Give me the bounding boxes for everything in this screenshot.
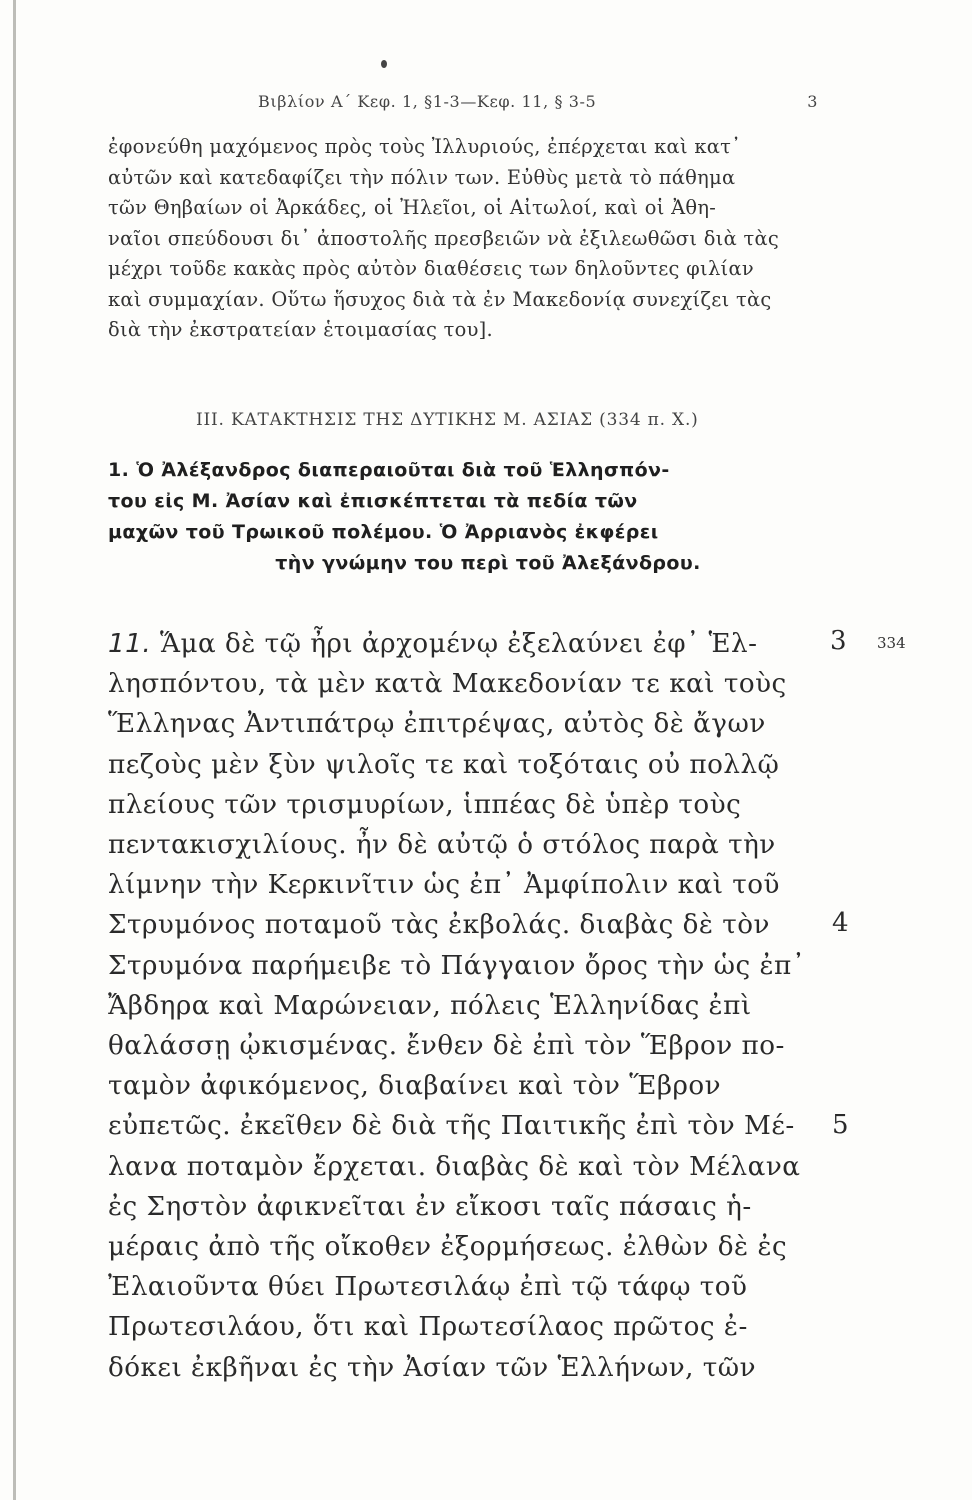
section-number-5: 5 [832,1110,849,1140]
running-header [258,92,818,118]
summary-line: τὴν γνώμην του περὶ τοῦ Ἀλεξάνδρου. [275,552,701,574]
main-line: λανα ποταμὸν ἔρχεται. διαβὰς δὲ καὶ τὸν Μέλανα [108,1151,801,1182]
main-line: Ἄβδηρα καὶ Μαρώνειαν, πόλεις Ἑλληνίδας ἐπὶ [108,990,752,1021]
intro-line: τῶν Θηβαίων οἱ Ἀρκάδες, οἱ Ἠλεῖοι, οἱ Αἰτωλοί, καὶ οἱ Ἀθη- [108,196,717,219]
page-number: 3 [807,92,818,111]
summary-line: του εἰς Μ. Ἀσίαν καὶ ἐπισκέπτεται τὰ πεδία τῶν [108,490,638,512]
intro-line: διὰ τὴν ἐκστρατείαν ἑτοιμασίας του]. [108,318,494,341]
main-first-line [108,624,823,664]
main-line: Στρυμόνος ποταμοῦ τὰς ἐκβολάς. διαβὰς δὲ τὸν [108,910,770,941]
main-line: λίμνην τὴν Κερκινῖτιν ὡς ἐπ᾽ Ἀμφίπολιν καὶ τοῦ [108,870,780,901]
main-line: πεζοὺς μὲν ξὺν ψιλοῖς τε καὶ τοξόταις οὐ πολλῷ [108,749,780,780]
main-line: Ἐλαιοῦντα θύει Πρωτεσιλάῳ ἐπὶ τῷ τάφῳ τοῦ [108,1272,748,1303]
intro-line: καὶ συμμαχίαν. Οὕτω ἥσυχος διὰ τὰ ἐν Μακεδονίᾳ συνεχίζει τὰς [108,287,772,311]
main-line: ἐς Σηστὸν ἀφικνεῖται ἐν εἴκοσι ταῖς πάσαις ἡ- [108,1191,752,1222]
main-line: λησπόντου, τὰ μὲν κατὰ Μακεδονίαν τε καὶ τοὺς [108,669,787,700]
year-margin-note: 334 [877,634,906,652]
intro-line: ναῖοι σπεύδουσι δι᾽ ἀποστολῆς πρεσβειῶν νὰ ἐξιλεωθῶσι διὰ τὰς [108,226,780,250]
main-line: πλείους τῶν τρισμυρίων, ἱππέας δὲ ὑπὲρ τοὺς [108,789,742,820]
section-number-4: 4 [832,908,849,938]
intro-line: ἐφονεύθη μαχόμενος πρὸς τοὺς Ἰλλυριούς, ἐπέρχεται καὶ κατ᾽ [108,135,742,158]
ink-dot [381,60,387,68]
intro-line: αὐτῶν καὶ κατεδαφίζει τὴν πόλιν των. Εὐθὺς μετὰ τὸ πάθημα [108,165,736,189]
main-line: Στρυμόνα παρήμειβε τὸ Πάγγαιον ὄρος τὴν ὡς ἐπ᾽ [108,950,806,981]
section-heading: ΙΙΙ. ΚΑΤΑΚΤΗΣΙΣ ΤΗΣ ΔΥΤΙΚΗΣ Μ. ΑΣΙΑΣ (334 π. Χ.) [196,410,699,430]
main-line: ταμὸν ἀφικόμενος, διαβαίνει καὶ τὸν Ἕβρον [108,1071,722,1102]
main-line: πεντακισχιλίους. ἦν δὲ αὐτῷ ὁ στόλος παρὰ τὴν [108,830,776,861]
main-line: Πρωτεσιλάου, ὅτι καὶ Πρωτεσίλαος πρῶτος ἐ- [108,1312,748,1343]
page-edge-rule [13,0,16,1500]
running-title: Βιβλίον Α΄ Κεφ. 1, §1-3—Κεφ. 11, § 3-5 [258,92,597,111]
section-number-3: 3 [830,626,847,656]
intro-line: μέχρι τοῦδε κακὰς πρὸς αὐτὸν διαθέσεις των δηλοῦντες φιλίαν [108,257,754,280]
main-line: μέραις ἀπὸ τῆς οἴκοθεν ἐξορμήσεως. ἐλθὼν δὲ ἐς [108,1232,788,1263]
chapter-number: 11. [108,629,152,659]
main-text [108,624,823,1388]
main-line: εὐπετῶς. ἐκεῖθεν δὲ διὰ τῆς Παιτικῆς ἐπὶ τὸν Μέ- [108,1111,795,1142]
intro-paragraph [108,132,868,346]
main-line-text: Ἅμα δὲ τῷ ἦρι ἀρχομένῳ ἐξελαύνει ἐφ᾽ Ἑλ- [159,629,758,659]
main-line: θαλάσσῃ ᾠκισμένας. ἔνθεν δὲ ἐπὶ τὸν Ἕβρον πο- [108,1031,785,1062]
main-line: δόκει ἐκβῆναι ἐς τὴν Ἀσίαν τῶν Ἑλλήνων, τῶν [108,1352,757,1383]
chapter-summary [108,455,868,579]
main-line: Ἕλληνας Ἀντιπάτρῳ ἐπιτρέψας, αὐτὸς δὲ ἄγων [108,709,766,740]
summary-line: 1. Ὁ Ἀλέξανδρος διαπεραιοῦται διὰ τοῦ Ἑλλησπόν- [108,459,670,481]
summary-line: μαχῶν τοῦ Τρωικοῦ πολέμου. Ὁ Ἀρριανὸς ἐκφέρει [108,521,659,543]
